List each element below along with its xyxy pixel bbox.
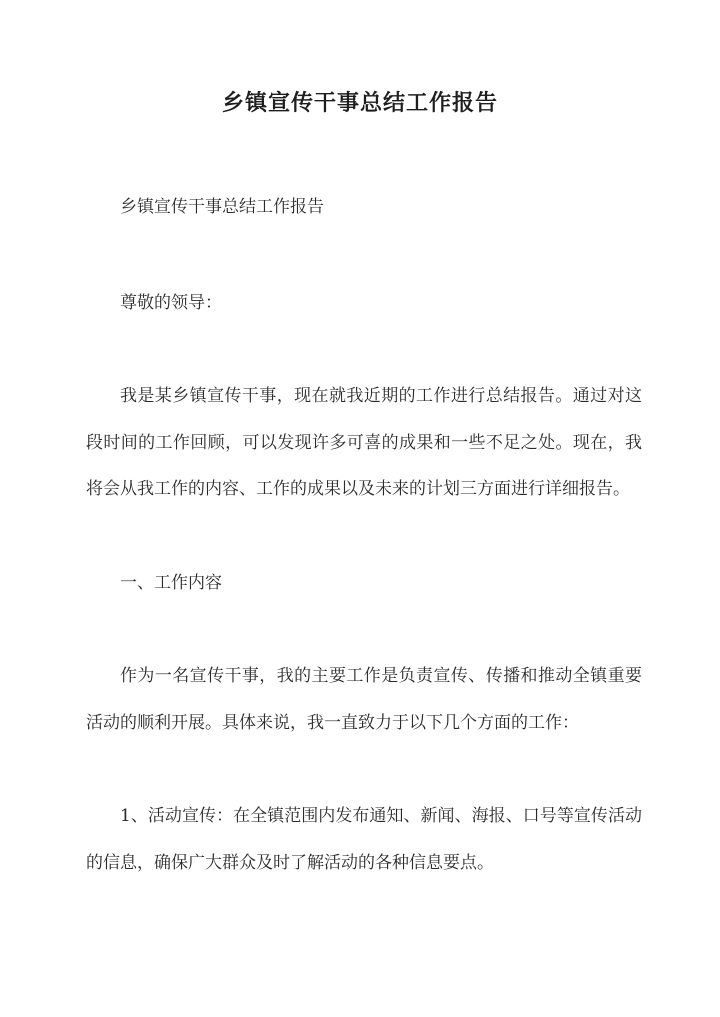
intro-paragraph: 我是某乡镇宣传干事，现在就我近期的工作进行总结报告。通过对这段时间的工作回顾，可以发现许多可喜的成果和一些不足之处。现在，我将会从我工作的内容、工作的成果以及未来的计划三方面进行详细报告。	[86, 386, 642, 499]
salutation: 尊敬的领导：	[120, 293, 222, 313]
document-title: 乡镇宣传干事总结工作报告	[221, 90, 498, 116]
section-heading-work-content: 一、工作内容	[120, 573, 222, 593]
list-item-activity-publicity: 1、活动宣传：在全镇范围内发布通知、新闻、海报、口号等宣传活动的信息，确保广大群众及时了解活动的各种信息要点。	[86, 806, 642, 873]
section-body-paragraph: 作为一名宣传干事，我的主要工作是负责宣传、传播和推动全镇重要活动的顺利开展。具体来说，我一直致力于以下几个方面的工作：	[86, 666, 642, 733]
document-subtitle: 乡镇宣传干事总结工作报告	[120, 197, 324, 217]
